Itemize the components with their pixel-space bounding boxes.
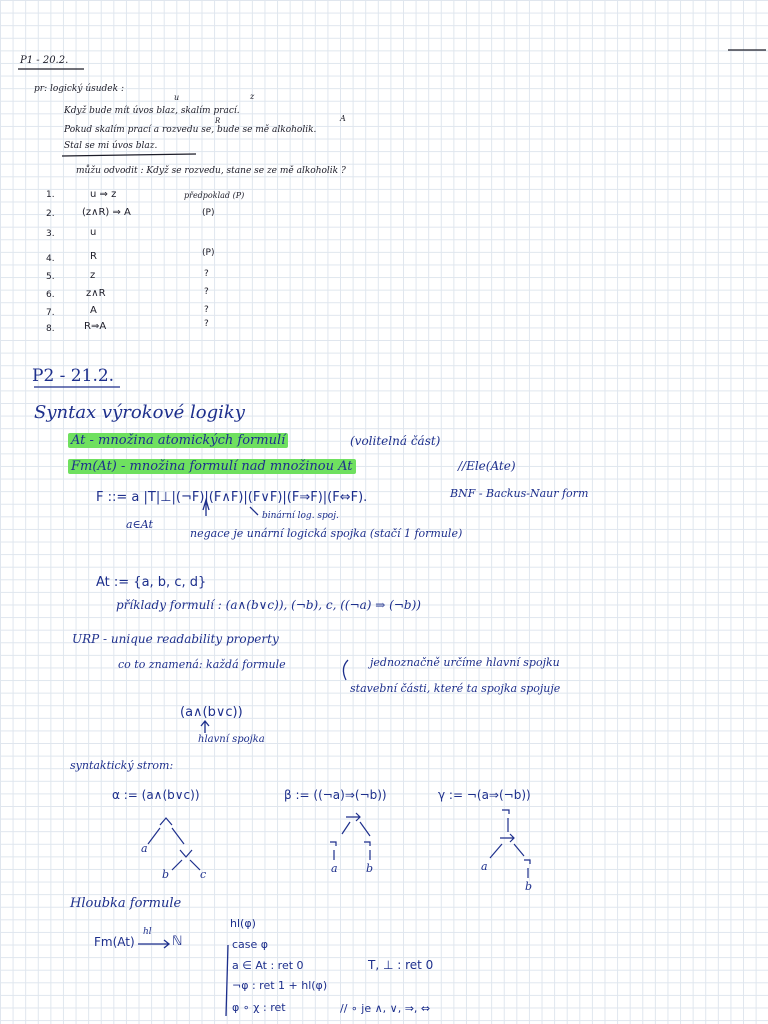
sup-r: R <box>215 117 221 125</box>
step-note: (P) <box>202 248 215 258</box>
step-number: 6. <box>46 290 55 300</box>
premise-1: Když bude mít úvos blaz, skalím prací. <box>64 106 240 116</box>
at-note: (volitelná část) <box>350 434 441 448</box>
depth-arrow-label: hl <box>143 927 152 937</box>
at-definition-highlight: At - množina atomických formulí <box>68 433 288 448</box>
beta-formula: β := ((¬a)⇒(¬b)) <box>284 788 387 802</box>
step-formula: (z∧R) ⇒ A <box>82 207 131 218</box>
tree-edge <box>360 822 370 836</box>
tree-edge <box>342 822 350 834</box>
syntax-tree-label: syntaktický strom: <box>70 759 174 772</box>
beta-tree <box>330 813 370 860</box>
step-number: 8. <box>46 324 55 334</box>
step-number: 7. <box>46 308 55 318</box>
step-number: 4. <box>46 254 55 264</box>
alpha-formula: α := (a∧(b∨c)) <box>112 788 200 802</box>
binary-arrow <box>250 507 258 515</box>
premise-3: Stal se mi úvos blaz. <box>64 141 158 151</box>
case-statement: case φ <box>232 938 269 951</box>
step-note: ? <box>204 269 209 279</box>
implies-node-icon <box>500 834 514 842</box>
depth-title: Hloubka formule <box>70 896 182 911</box>
case-binary: φ ∘ χ : ret <box>232 1001 286 1014</box>
gamma-tree <box>490 810 530 878</box>
step-note: ? <box>204 305 209 315</box>
p1-intro-label: pr: logický úsudek : <box>34 84 124 94</box>
gamma-formula: γ := ¬(a⇒(¬b)) <box>438 788 531 802</box>
case-negation: ¬φ : ret 1 + hl(φ) <box>232 979 328 992</box>
fm-definition-highlight: Fm(At) - množina formulí nad množinou At <box>68 459 356 474</box>
tree-edge <box>490 844 502 858</box>
alpha-tree <box>148 818 200 870</box>
not-node-icon <box>524 860 530 864</box>
step-note: předpoklad (P) <box>184 191 245 200</box>
step-formula: R⇒A <box>84 321 107 332</box>
tree-edge <box>514 844 524 856</box>
tree-leaf-a: a <box>141 842 148 855</box>
step-note: ? <box>204 319 209 329</box>
main-connective-label: hlavní spojka <box>198 734 265 745</box>
tree-leaf-b: b <box>525 880 533 893</box>
urp-line-2: stavební části, které ta spojka spojuje <box>350 682 561 695</box>
step-formula: z∧R <box>86 288 106 299</box>
or-node-icon <box>180 850 192 857</box>
not-node-icon <box>502 810 509 814</box>
urp-line-1: jednoznačně určíme hlavní spojku <box>370 656 560 669</box>
case-constants: T, ⊥ : ret 0 <box>368 958 434 972</box>
sup-a: A <box>340 114 346 123</box>
depth-codomain: ℕ <box>172 934 183 949</box>
tree-edge <box>172 828 184 844</box>
step-note: ? <box>204 287 209 297</box>
implies-node-icon <box>346 813 360 821</box>
and-node-icon <box>160 818 172 825</box>
step-formula: u ⇒ z <box>90 189 117 200</box>
main-connective-example: (a∧(b∨c)) <box>180 705 243 720</box>
main-connective-arrow <box>201 721 209 733</box>
step-formula: A <box>90 305 97 316</box>
formula-examples: příklady formulí : (a∧(b∨c)), (¬b), c, ((¬a) ⇒ (¬b)) <box>116 598 421 612</box>
not-node-icon <box>364 842 370 846</box>
sup-z: z <box>250 92 255 101</box>
tree-leaf-a: a <box>481 860 488 873</box>
fm-note: //Ele(Ate) <box>458 459 516 473</box>
case-brace <box>226 945 228 1016</box>
p2-header: P2 - 21.2. <box>32 366 115 386</box>
tree-leaf-b: b <box>366 862 374 875</box>
step-number: 3. <box>46 229 55 239</box>
negation-arrow <box>203 500 209 516</box>
urp-label: URP - unique readability property <box>72 632 279 646</box>
tree-leaf-a: a <box>331 862 338 875</box>
p1-header: P1 - 20.2. <box>20 55 69 66</box>
urp-meaning: co to znamená: každá formule <box>118 658 286 671</box>
a-in-at: a∈At <box>126 518 153 531</box>
sup-u: u <box>174 93 180 102</box>
step-formula: z <box>90 270 96 281</box>
negation-note: negace je unární logická spojka (stačí 1 formule) <box>190 527 463 540</box>
depth-call: hl(φ) <box>230 917 256 930</box>
step-formula: u <box>90 227 97 238</box>
step-number: 2. <box>46 209 55 219</box>
step-number: 5. <box>46 272 55 282</box>
depth-domain: Fm(At) <box>94 935 135 949</box>
bnf-grammar: F ::= a |T|⊥|(¬F)|(F∧F)|(F∨F)|(F⇒F)|(F⇔F). <box>96 490 368 505</box>
tree-edge <box>148 828 160 844</box>
step-number: 1. <box>46 190 55 200</box>
conclusion-question: můžu odvodit : Když se rozvedu, stane se ze mě alkoholik ? <box>76 166 346 176</box>
tree-leaf-b: b <box>162 868 170 881</box>
step-note: (P) <box>202 208 215 218</box>
tree-edge <box>172 860 182 870</box>
step-formula: R <box>90 251 97 262</box>
case-binary-note: // ∘ je ∧, ∨, ⇒, ⇔ <box>340 1002 431 1015</box>
premise-divider <box>62 154 196 156</box>
p2-title: Syntax výrokové logiky <box>34 402 245 423</box>
at-set: At := {a, b, c, d} <box>96 575 207 590</box>
binary-connective-note: binární log. spoj. <box>262 511 339 521</box>
tree-leaf-c: c <box>200 868 207 881</box>
urp-brace <box>343 660 348 680</box>
case-atom: a ∈ At : ret 0 <box>232 959 304 972</box>
tree-edge <box>190 860 200 870</box>
bnf-label: BNF - Backus-Naur form <box>450 487 589 500</box>
premise-2: Pokud skalím prací a rozvedu se, bude se mě alkoholik. <box>64 125 317 135</box>
not-node-icon <box>330 842 336 846</box>
